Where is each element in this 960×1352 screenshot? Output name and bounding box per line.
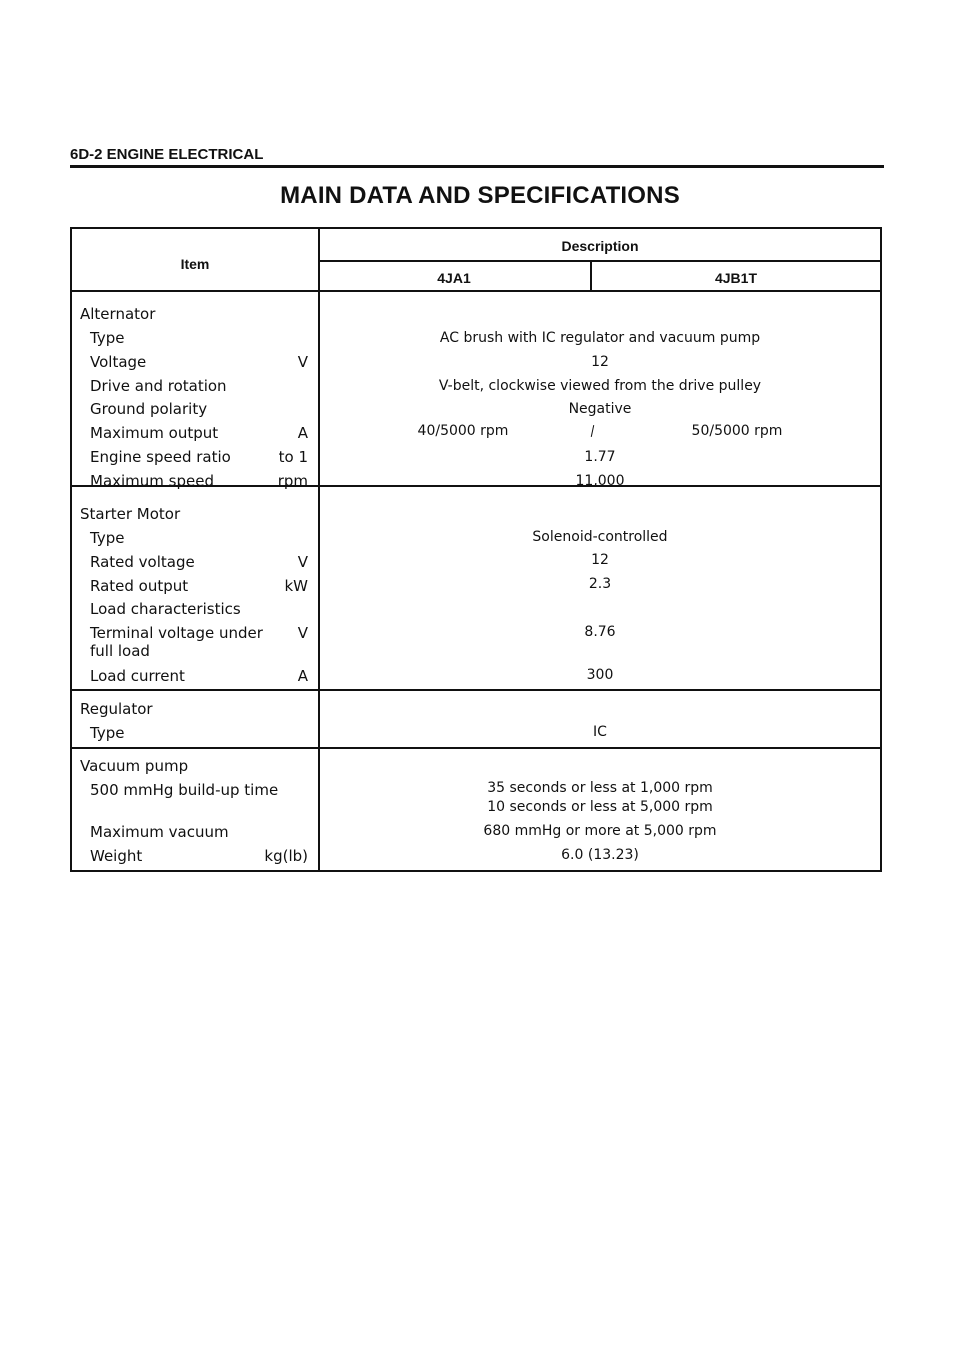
description-column-header: Description <box>561 238 639 254</box>
page-title: MAIN DATA AND SPECIFICATIONS <box>280 182 680 209</box>
alternator-output-label: Maximum output <box>90 424 219 442</box>
starter-load-current-value: 300 <box>586 667 614 683</box>
alternator-maxspeed-unit: rpm <box>277 472 308 490</box>
starter-load-characteristics-label: Load characteristics <box>90 600 241 618</box>
alternator-polarity-label: Ground polarity <box>90 400 208 418</box>
alternator-drive-value: V-belt, clockwise viewed from the drive pulley <box>438 378 762 394</box>
specifications-table <box>70 227 882 872</box>
alternator-voltage-unit: V <box>297 353 308 371</box>
starter-voltage-unit: V <box>297 553 308 571</box>
section-header: 6D-2 ENGINE ELECTRICAL <box>70 146 264 163</box>
starter-type-label: Type <box>90 529 125 547</box>
starter-voltage-value: 12 <box>591 552 609 568</box>
vacuum-weight-unit: kg(lb) <box>264 847 308 865</box>
starter-output-value: 2.3 <box>588 576 612 592</box>
starter-load-current-unit: A <box>297 667 308 685</box>
alternator-heading: Alternator <box>80 305 156 323</box>
alternator-maxspeed-label: Maximum speed <box>90 472 214 490</box>
vacuum-buildup-value: 35 seconds or less at 1,000 rpm <box>487 780 713 796</box>
regulator-type-value: IC <box>593 724 607 740</box>
alternator-ratio-value: 1.77 <box>584 449 616 465</box>
alternator-voltage-value: 12 <box>591 354 609 370</box>
header-bottom-rule <box>72 290 882 292</box>
alternator-polarity-value: Negative <box>568 401 632 417</box>
vacuum-weight-value: 6.0 (13.23) <box>561 847 639 863</box>
alternator-voltage-label: Voltage <box>90 353 147 371</box>
vacuum-heading: Vacuum pump <box>80 757 189 775</box>
vacuum-buildup-value-2: 10 seconds or less at 5,000 rpm <box>487 799 713 815</box>
vacuum-buildup-label: 500 mmHg build-up time <box>90 781 279 799</box>
regulator-type-label: Type <box>90 724 125 742</box>
starter-voltage-label: Rated voltage <box>90 553 195 571</box>
starter-terminal-voltage-value: 8.76 <box>584 624 616 640</box>
starter-type-value: Solenoid-controlled <box>532 529 668 545</box>
vacuum-max-value: 680 mmHg or more at 5,000 rpm <box>483 823 717 839</box>
regulator-section-rule <box>72 747 882 749</box>
alternator-ratio-unit: to 1 <box>278 448 308 466</box>
alternator-drive-label: Drive and rotation <box>90 377 227 395</box>
alternator-output-value-4ja1: 40/5000 rpm <box>417 423 509 439</box>
alternator-type-label: Type <box>90 329 125 347</box>
model-4ja1-header: 4JA1 <box>437 270 471 286</box>
alternator-output-value-4jb1t: 50/5000 rpm <box>691 423 783 439</box>
description-header-divider <box>318 260 882 262</box>
alternator-output-unit: A <box>297 424 308 442</box>
vacuum-max-label: Maximum vacuum <box>90 823 229 841</box>
model-4jb1t-header: 4JB1T <box>714 270 758 286</box>
starter-output-unit: kW <box>284 577 308 595</box>
regulator-heading: Regulator <box>80 700 153 718</box>
item-column-header: Item <box>180 256 210 272</box>
alternator-maxspeed-value: 11,000 <box>575 473 625 489</box>
starter-terminal-voltage-label: Terminal voltage under <box>90 624 263 642</box>
value-split-mark <box>591 425 594 437</box>
starter-section-rule <box>72 689 882 691</box>
alternator-ratio-label: Engine speed ratio <box>90 448 231 466</box>
header-rule <box>70 165 884 168</box>
starter-terminal-voltage-unit: V <box>297 624 308 642</box>
starter-load-current-label: Load current <box>90 667 185 685</box>
vacuum-weight-label: Weight <box>90 847 143 865</box>
starter-output-label: Rated output <box>90 577 189 595</box>
starter-heading: Starter Motor <box>80 505 181 523</box>
starter-terminal-voltage-label-cont: full load <box>90 642 150 660</box>
alternator-type-value: AC brush with IC regulator and vacuum pump <box>439 330 761 346</box>
